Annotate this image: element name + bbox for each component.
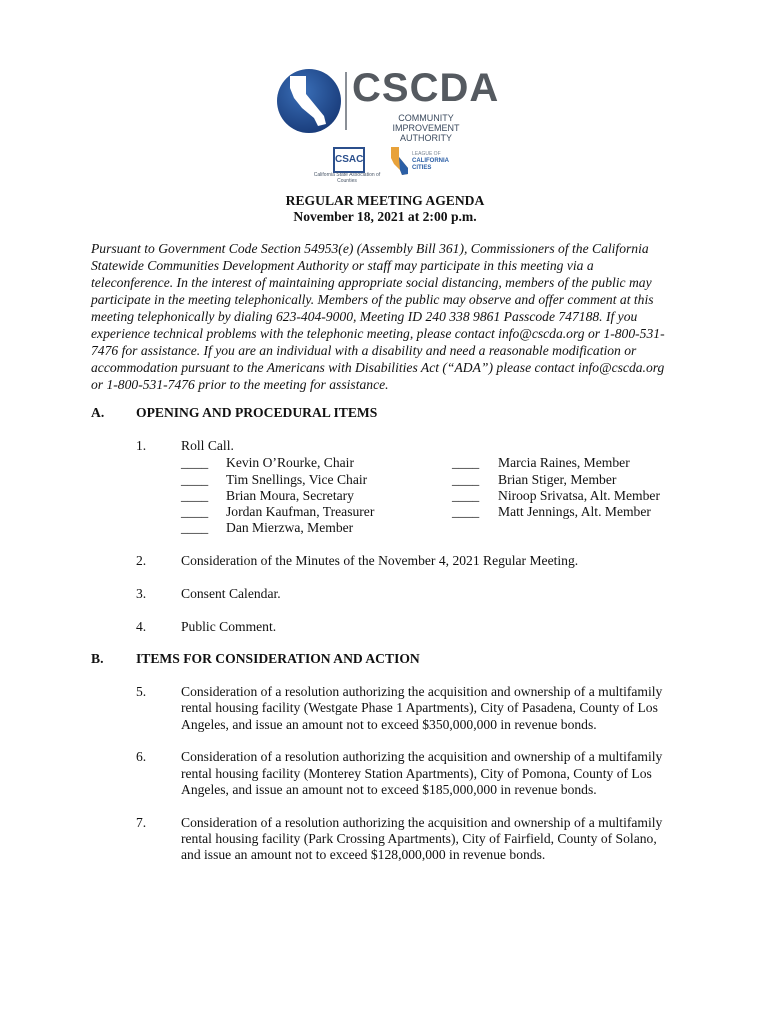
intro-line: or 1-800-531-7476 prior to the meeting for assistance. <box>91 377 389 392</box>
roll-member: Matt Jennings, Alt. Member <box>498 504 651 519</box>
section-b-heading: ITEMS FOR CONSIDERATION AND ACTION <box>136 651 420 666</box>
intro-line: 7476 for assistance. If you are an individual with a disability and need a reasonable modification or <box>91 343 637 358</box>
agenda-item-line: Consideration of a resolution authorizing the acquisition and ownership of a multifamily <box>181 684 663 699</box>
roll-blank: ____ <box>452 455 480 470</box>
roll-member: Brian Stiger, Member <box>498 472 617 487</box>
csac-logo: CSAC <box>333 147 365 173</box>
roll-member: Jordan Kaufman, Treasurer <box>226 504 375 519</box>
agenda-item-line: rental housing facility (Park Crossing Apartments), City of Fairfield, County of Solano, <box>181 831 657 846</box>
section-b-letter: B. <box>91 651 104 666</box>
roll-member: Dan Mierzwa, Member <box>226 520 354 535</box>
agenda-item-line: and issue an amount not to exceed $128,000,000 in revenue bonds. <box>181 847 546 862</box>
roll-blank: ____ <box>181 520 209 535</box>
section-a-letter: A. <box>91 405 105 420</box>
agenda-item-text: Public Comment. <box>181 619 277 634</box>
item-number: 1. <box>136 438 147 453</box>
roll-call-label: Roll Call. <box>181 438 234 453</box>
roll-member: Brian Moura, Secretary <box>226 488 354 503</box>
league-line3: CITIES <box>412 165 432 171</box>
california-state-icon <box>388 146 410 176</box>
item-number: 6. <box>136 749 147 764</box>
csac-caption: California State Association of Counties <box>313 172 381 184</box>
agenda-item-line: Consideration of a resolution authorizing the acquisition and ownership of a multifamily <box>181 749 663 764</box>
org-name: CSCDA <box>352 66 500 110</box>
agenda-item-text: Consideration of the Minutes of the November 4, 2021 Regular Meeting. <box>181 553 579 568</box>
org-sub-line1: COMMUNITY IMPROVEMENT <box>392 113 460 133</box>
intro-line: meeting telephonically by dialing 623-404-9000, Meeting ID 240 338 9861 Passcode 747188. If you <box>91 309 638 324</box>
roll-blank: ____ <box>452 504 480 519</box>
roll-member: Marcia Raines, Member <box>498 455 630 470</box>
agenda-item-line: rental housing facility (Westgate Phase 1 Apartments), City of Pasadena, County of Los <box>181 700 658 715</box>
org-sub-line2: AUTHORITY <box>399 133 452 143</box>
intro-line: Pursuant to Government Code Section 54953(e) (Assembly Bill 361), Commissioners of the California <box>91 241 649 256</box>
roll-blank: ____ <box>181 488 209 503</box>
agenda-item-line: Angeles, and issue an amount not to exceed $350,000,000 in revenue bonds. <box>181 717 597 732</box>
section-a-heading: OPENING AND PROCEDURAL ITEMS <box>136 405 378 420</box>
roll-blank: ____ <box>452 472 480 487</box>
item-number: 5. <box>136 684 147 699</box>
agenda-item-text: Consent Calendar. <box>181 586 281 601</box>
intro-line: Statewide Communities Development Authority or staff may participate in this meeting via a <box>91 258 594 273</box>
item-number: 4. <box>136 619 147 634</box>
roll-member: Kevin O’Rourke, Chair <box>226 455 354 470</box>
league-line2: CALIFORNIA <box>412 158 449 164</box>
agenda-item-line: Consideration of a resolution authorizing the acquisition and ownership of a multifamily <box>181 815 663 830</box>
item-number: 3. <box>136 586 147 601</box>
intro-line: participate in the meeting telephonically. Members of the public may observe and offer comment at this <box>91 292 654 307</box>
agenda-item-line: Angeles, and issue an amount not to exceed $185,000,000 in revenue bonds. <box>181 782 597 797</box>
california-seal-icon <box>276 68 342 134</box>
intro-line: teleconference. In the interest of maintaining appropriate social distancing, members of the public may <box>91 275 652 290</box>
intro-line: experience technical problems with the telephonic meeting, please contact info@cscda.org or 1-800-531- <box>91 326 665 341</box>
agenda-title: REGULAR MEETING AGENDA <box>285 193 485 208</box>
item-number: 7. <box>136 815 147 830</box>
item-number: 2. <box>136 553 147 568</box>
logo-divider <box>345 72 347 130</box>
roll-blank: ____ <box>181 472 209 487</box>
league-line1: LEAGUE OF <box>412 151 441 157</box>
meeting-date: November 18, 2021 at 2:00 p.m. <box>293 209 477 224</box>
roll-blank: ____ <box>452 488 480 503</box>
roll-blank: ____ <box>181 504 209 519</box>
agenda-item-line: rental housing facility (Monterey Station Apartments), City of Pomona, County of Los <box>181 766 652 781</box>
intro-line: accommodation pursuant to the Americans with Disabilities Act (“ADA”) please contact info@cscda.org <box>91 360 665 375</box>
roll-blank: ____ <box>181 455 209 470</box>
roll-member: Tim Snellings, Vice Chair <box>226 472 368 487</box>
roll-member: Niroop Srivatsa, Alt. Member <box>498 488 660 503</box>
